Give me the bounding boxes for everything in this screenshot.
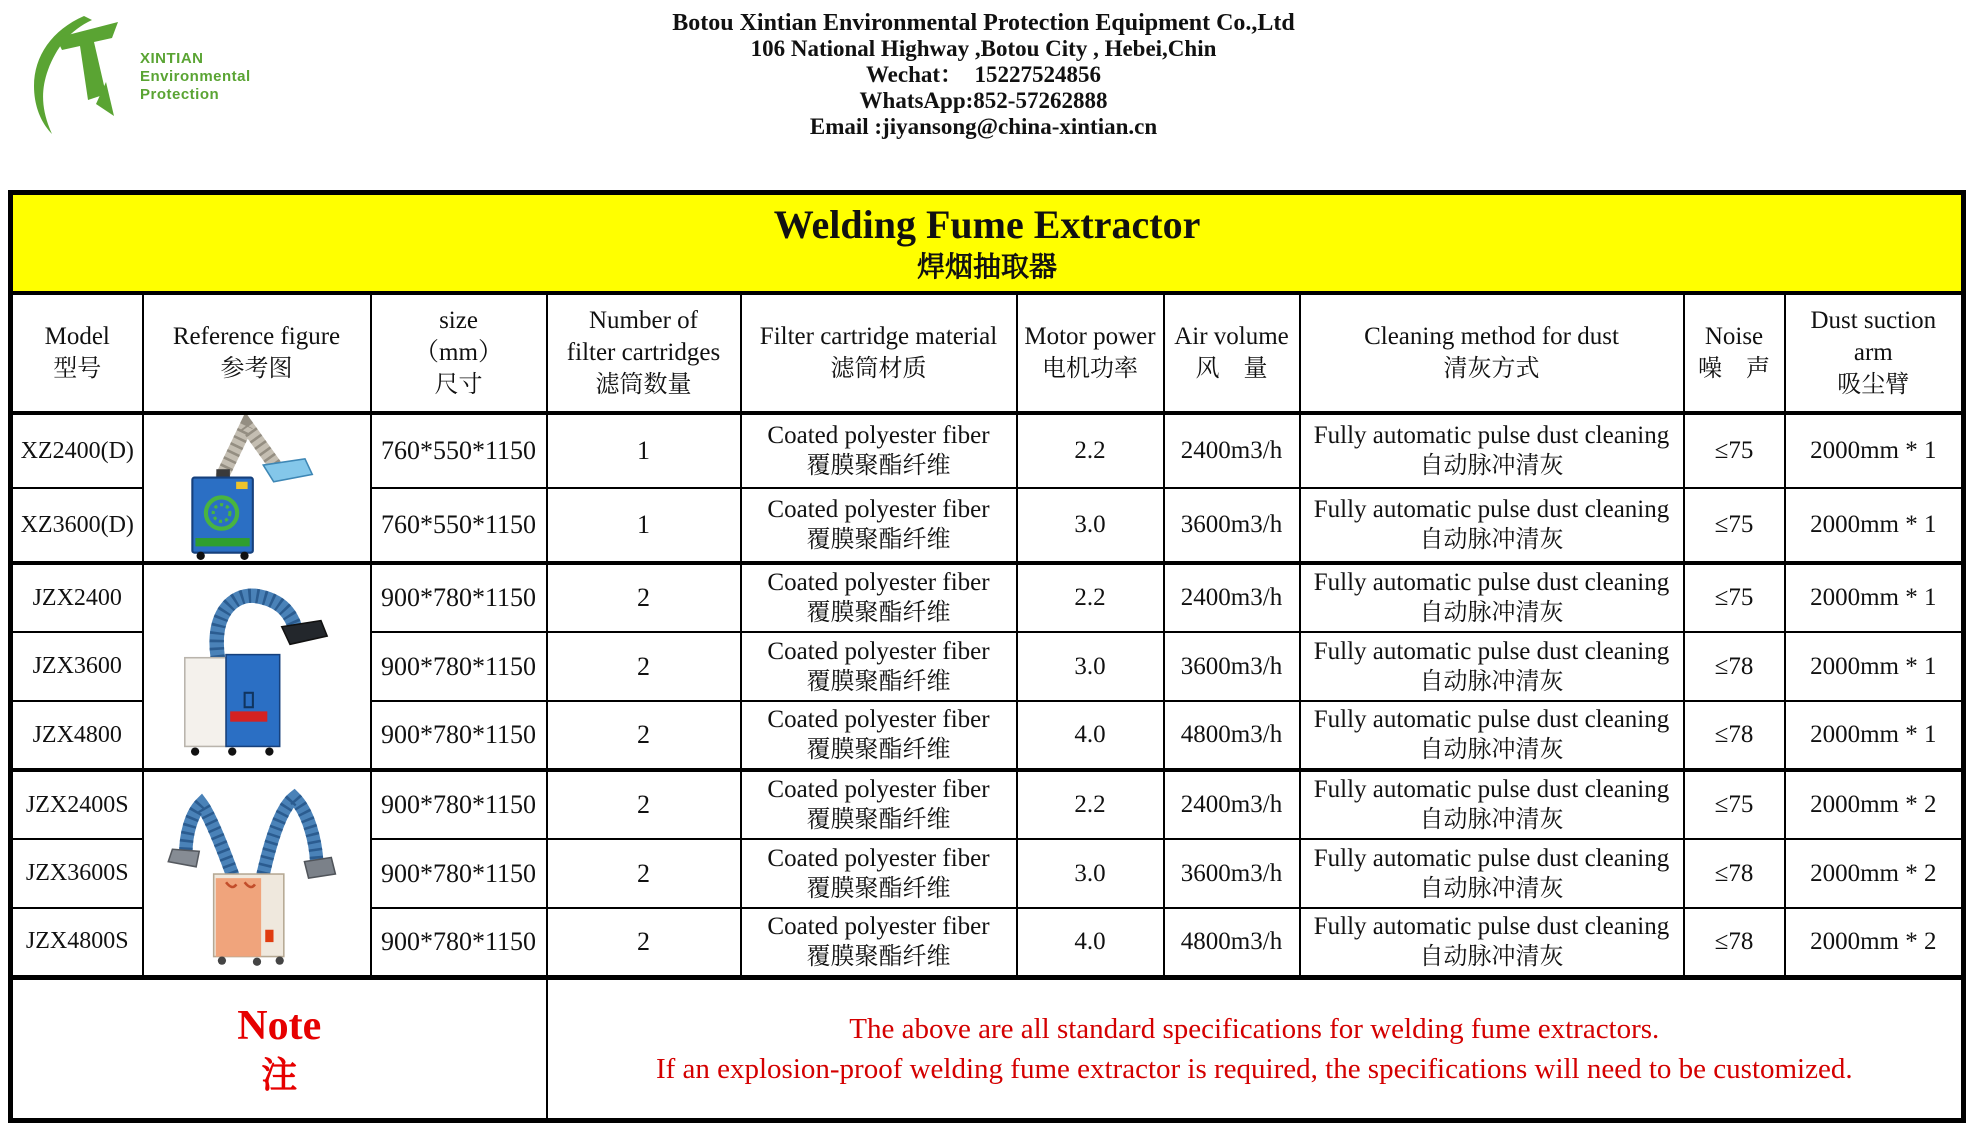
air-volume-cell: 2400m3/h — [1164, 413, 1300, 488]
motor-power-cell: 3.0 — [1017, 632, 1164, 701]
model-cell: XZ2400(D) — [11, 413, 143, 488]
suction-arm-cell: 2000mm * 1 — [1785, 488, 1964, 563]
air-volume-cell: 4800m3/h — [1164, 908, 1300, 977]
title-band — [11, 193, 1964, 294]
suction-arm-cell: 2000mm * 2 — [1785, 770, 1964, 839]
motor-power-cell: 4.0 — [1017, 908, 1164, 977]
col-header-reference-figure: Reference figure 参考图 — [143, 293, 371, 413]
air-volume-cell: 3600m3/h — [1164, 632, 1300, 701]
size-cell: 900*780*1150 — [371, 839, 547, 908]
size-cell: 900*780*1150 — [371, 632, 547, 701]
material-cell: Coated polyester fiber 覆膜聚酯纤维 — [741, 413, 1017, 488]
cartridge-count-cell: 2 — [547, 908, 741, 977]
note-text-cell — [547, 977, 1964, 1120]
reference-figure-single-grey-arm — [143, 413, 371, 563]
machine-single-grey-arm-icon — [152, 415, 362, 561]
size-cell: 760*550*1150 — [371, 488, 547, 563]
motor-power-cell: 2.2 — [1017, 413, 1164, 488]
note-row — [11, 977, 1964, 1120]
cleaning-method-cell: Fully automatic pulse dust cleaning 自动脉冲清灰 — [1300, 908, 1684, 977]
cleaning-method-cell: Fully automatic pulse dust cleaning 自动脉冲清灰 — [1300, 770, 1684, 839]
motor-power-cell: 4.0 — [1017, 701, 1164, 770]
model-cell: JZX3600S — [11, 839, 143, 908]
size-cell: 900*780*1150 — [371, 908, 547, 977]
cleaning-method-cell: Fully automatic pulse dust cleaning 自动脉冲清灰 — [1300, 701, 1684, 770]
air-volume-cell: 3600m3/h — [1164, 488, 1300, 563]
page-title: Welding Fume Extractor — [773, 202, 1201, 247]
table-header-row — [11, 293, 1964, 413]
model-cell: JZX4800 — [11, 701, 143, 770]
note-line-2: If an explosion-proof welding fume extractor is required, the specifications will need to be customized. — [655, 1052, 1853, 1085]
cartridge-count-cell: 2 — [547, 632, 741, 701]
col-header-model: Model 型号 — [11, 293, 143, 413]
note-label-cell — [11, 977, 547, 1120]
noise-cell: ≤78 — [1684, 908, 1785, 977]
col-header-air-volume: Air volume 风 量 — [1164, 293, 1300, 413]
noise-cell: ≤75 — [1684, 413, 1785, 488]
cleaning-method-cell: Fully automatic pulse dust cleaning 自动脉冲清灰 — [1300, 563, 1684, 632]
company-header — [0, 10, 1967, 140]
material-cell: Coated polyester fiber 覆膜聚酯纤维 — [741, 632, 1017, 701]
suction-arm-cell: 2000mm * 2 — [1785, 839, 1964, 908]
cartridge-count-cell: 1 — [547, 488, 741, 563]
table-row — [11, 563, 1964, 632]
model-cell: JZX2400 — [11, 563, 143, 632]
suction-arm-cell: 2000mm * 1 — [1785, 632, 1964, 701]
material-cell: Coated polyester fiber 覆膜聚酯纤维 — [741, 839, 1017, 908]
air-volume-cell: 2400m3/h — [1164, 563, 1300, 632]
material-cell: Coated polyester fiber 覆膜聚酯纤维 — [741, 770, 1017, 839]
cartridge-count-cell: 2 — [547, 701, 741, 770]
logo-sub2: Protection — [140, 86, 220, 103]
motor-power-cell: 2.2 — [1017, 563, 1164, 632]
cartridge-count-cell: 2 — [547, 563, 741, 632]
cartridge-count-cell: 2 — [547, 770, 741, 839]
noise-cell: ≤78 — [1684, 701, 1785, 770]
reference-figure-single-blue-arm — [143, 563, 371, 770]
cartridge-count-cell: 2 — [547, 839, 741, 908]
noise-cell: ≤75 — [1684, 770, 1785, 839]
noise-cell: ≤78 — [1684, 632, 1785, 701]
motor-power-cell: 3.0 — [1017, 488, 1164, 563]
suction-arm-cell: 2000mm * 1 — [1785, 701, 1964, 770]
material-cell: Coated polyester fiber 覆膜聚酯纤维 — [741, 908, 1017, 977]
logo-sub1: Environmental — [140, 68, 251, 85]
air-volume-cell: 2400m3/h — [1164, 770, 1300, 839]
material-cell: Coated polyester fiber 覆膜聚酯纤维 — [741, 701, 1017, 770]
suction-arm-cell: 2000mm * 1 — [1785, 563, 1964, 632]
logo-brand: XINTIAN — [140, 50, 204, 67]
motor-power-cell: 3.0 — [1017, 839, 1164, 908]
cartridge-count-cell: 1 — [547, 413, 741, 488]
company-email: Email :jiyansong@china-xintian.cn — [809, 114, 1158, 139]
suction-arm-cell: 2000mm * 2 — [1785, 908, 1964, 977]
cleaning-method-cell: Fully automatic pulse dust cleaning 自动脉冲清灰 — [1300, 488, 1684, 563]
model-cell: JZX4800S — [11, 908, 143, 977]
company-wechat: Wechat： 15227524856 — [865, 62, 1102, 87]
machine-single-blue-arm-icon — [152, 569, 362, 765]
col-header-cleaning-method: Cleaning method for dust 清灰方式 — [1300, 293, 1684, 413]
model-cell: JZX2400S — [11, 770, 143, 839]
col-header-motor-power: Motor power 电机功率 — [1017, 293, 1164, 413]
size-cell: 760*550*1150 — [371, 413, 547, 488]
reference-figure-double-blue-arms — [143, 770, 371, 977]
noise-cell: ≤75 — [1684, 488, 1785, 563]
size-cell: 900*780*1150 — [371, 770, 547, 839]
company-address: 106 National Highway ,Botou City , Hebei,Chin — [750, 36, 1217, 61]
motor-power-cell: 2.2 — [1017, 770, 1164, 839]
col-header-material: Filter cartridge material 滤筒材质 — [741, 293, 1017, 413]
spec-table — [8, 190, 1966, 1123]
noise-cell: ≤75 — [1684, 563, 1785, 632]
cleaning-method-cell: Fully automatic pulse dust cleaning 自动脉冲清灰 — [1300, 632, 1684, 701]
cleaning-method-cell: Fully automatic pulse dust cleaning 自动脉冲清灰 — [1300, 839, 1684, 908]
model-cell: XZ3600(D) — [11, 488, 143, 563]
col-header-size: size （mm） 尺寸 — [371, 293, 547, 413]
company-name: Botou Xintian Environmental Protection Equipment Co.,Ltd — [672, 10, 1295, 36]
company-whatsapp: WhatsApp:852-57262888 — [859, 88, 1108, 113]
air-volume-cell: 3600m3/h — [1164, 839, 1300, 908]
cleaning-method-cell: Fully automatic pulse dust cleaning 自动脉冲清灰 — [1300, 413, 1684, 488]
air-volume-cell: 4800m3/h — [1164, 701, 1300, 770]
col-header-cartridge-count: Number of filter cartridges 滤筒数量 — [547, 293, 741, 413]
note-line-1: The above are all standard specifications for welding fume extractors. — [849, 1012, 1660, 1045]
table-row — [11, 770, 1964, 839]
material-cell: Coated polyester fiber 覆膜聚酯纤维 — [741, 488, 1017, 563]
col-header-noise: Noise 噪 声 — [1684, 293, 1785, 413]
col-header-dust-suction-arm: Dust suction arm 吸尘臂 — [1785, 293, 1964, 413]
note-label-zh: 注 — [261, 1054, 298, 1095]
noise-cell: ≤78 — [1684, 839, 1785, 908]
material-cell: Coated polyester fiber 覆膜聚酯纤维 — [741, 563, 1017, 632]
table-row — [11, 413, 1964, 488]
model-cell: JZX3600 — [11, 632, 143, 701]
suction-arm-cell: 2000mm * 1 — [1785, 413, 1964, 488]
size-cell: 900*780*1150 — [371, 701, 547, 770]
note-label: Note — [237, 1002, 322, 1049]
size-cell: 900*780*1150 — [371, 563, 547, 632]
page-title-zh: 焊烟抽取器 — [917, 252, 1058, 283]
machine-double-blue-arm-icon — [152, 775, 362, 971]
